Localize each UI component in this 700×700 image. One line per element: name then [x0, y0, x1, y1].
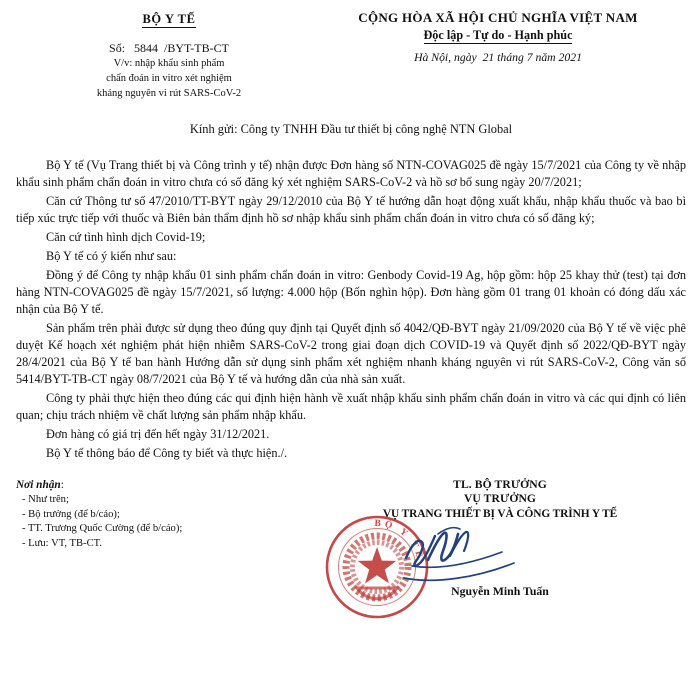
document-subject-line-3: kháng nguyên vi rút SARS-CoV-2 — [96, 88, 242, 100]
addressee-line: Kính gửi: Công ty TNHH Đầu tư thiết bị công nghệ NTN Global — [189, 121, 513, 136]
place-and-date: Hà Nội, ngày 21 tháng 7 năm 2021 — [414, 51, 582, 65]
recipients-heading-colon: : — [60, 478, 64, 491]
header-right-block — [308, 10, 692, 65]
recipients-heading — [16, 478, 306, 493]
signature-position-line: VỤ TRƯỞNG — [463, 492, 537, 506]
body-paragraph: Đơn hàng có giá trị đến hết ngày 31/12/2021. — [46, 426, 270, 441]
signature-block — [306, 478, 694, 599]
document-body — [0, 121, 700, 462]
issuing-organization: BỘ Y TẾ — [142, 12, 195, 28]
recipients-block — [16, 478, 306, 599]
body-paragraph: Bộ Y tế thông báo để Công ty biết và thực hiện./. — [46, 445, 288, 460]
header-left-block — [8, 10, 308, 101]
body-paragraph: Đồng ý để Công ty nhập khẩu 01 sinh phẩm chẩn đoán in vitro: Genbody Covid-19 Ag, hộp gồm: hộp 25 khay thử (test) tại đơn hàng NTN-COVAG025 đề ngày 15/7/2021, số lượng: 4.000 hộp (Bốn nghìn hộp). Đơn hàng gồm 01 trang 01 khoản có đóng dấu xác nhận của Bộ Y tế. — [16, 267, 686, 316]
signer-name: Nguyễn Minh Tuấn — [451, 583, 549, 598]
national-title: CỘNG HÒA XÃ HỘI CHỦ NGHĨA VIỆT NAM — [358, 10, 638, 25]
document-subject-line-2: chẩn đoán in vitro xét nghiệm — [106, 73, 232, 85]
list-item: - Như trên; — [22, 494, 69, 506]
signature-authority-line: TL. BỘ TRƯỞNG — [453, 477, 547, 491]
body-paragraph: Bộ Y tế (Vụ Trang thiết bị và Công trình y tế) nhận được Đơn hàng số NTN-COVAG025 đề ngày 15/7/2021 của Công ty về nhập khẩu sinh phẩm chẩn đoán in vitro chưa có số đăng ký xét nghiệm SARS-CoV-2 và hồ sơ bổ sung ngày 20/7/2021; — [16, 158, 686, 190]
document-header — [0, 0, 700, 101]
recipients-list — [16, 493, 306, 551]
svg-text:BỘ Y TẾ: BỘ Y TẾ — [374, 518, 425, 562]
list-item: - Bộ trưởng (để b/cáo); — [22, 508, 120, 520]
list-item: - TT. Trương Quốc Cường (để b/cáo); — [22, 523, 183, 535]
body-paragraph: Bộ Y tế có ý kiến như sau: — [46, 248, 177, 263]
body-paragraph: Sản phẩm trên phải được sử dụng theo đúng quy định tại Quyết định số 4042/QĐ-BYT ngày 21/09/2020 của Bộ Y tế về việc phê duyệt Kế hoạch xét nghiệm phát hiện nhiễm SARS-CoV-2 trong giai đoạn dịch COVID-19 và Quyết định số 2022/QĐ-BYT ngày 28/4/2021 của Bộ Y tế ban hành Hướng dẫn sử dụng sinh phẩm xét nghiệm nhanh kháng nguyên vi rút SARS-CoV-2, Công văn số 5414/BYT-TB-CT ngày 08/7/2021 của Bộ Y tế và hướng dẫn của nhà sản xuất. — [16, 320, 686, 386]
official-seal-icon — [324, 514, 430, 625]
list-item: - Lưu: VT, TB-CT. — [22, 538, 102, 550]
signature-department-line: VỤ TRANG THIẾT BỊ VÀ CÔNG TRÌNH Y TẾ — [382, 508, 618, 521]
document-footer — [0, 478, 700, 599]
recipients-heading-text: Nơi nhận — [16, 478, 61, 491]
body-paragraph: Căn cứ tình hình dịch Covid-19; — [46, 229, 206, 244]
body-paragraph: Công ty phải thực hiện theo đúng các qui định hiện hành về xuất nhập khẩu sinh phẩm chẩn đoán in vitro và các qui định có liên quan; chịu trách nhiệm về chất lượng sản phẩm nhập khẩu. — [16, 390, 686, 422]
document-number: Số: 5844 /BYT-TB-CT — [109, 41, 229, 56]
body-paragraph: Căn cứ Thông tư số 47/2010/TT-BYT ngày 29/12/2010 của Bộ Y tế hướng dẫn hoạt động xuất khẩu, nhập khẩu thuốc và bao bì tiếp xúc trực tiếp với thuốc và Biên bản thẩm định hồ sơ nhập khẩu sinh phẩm chẩn đoán in vitro chưa có số đăng ký; — [16, 194, 686, 225]
national-motto: Độc lập - Tự do - Hạnh phúc — [424, 28, 573, 45]
document-subject-line-1: V/v: nhập khẩu sinh phẩm — [113, 58, 225, 70]
